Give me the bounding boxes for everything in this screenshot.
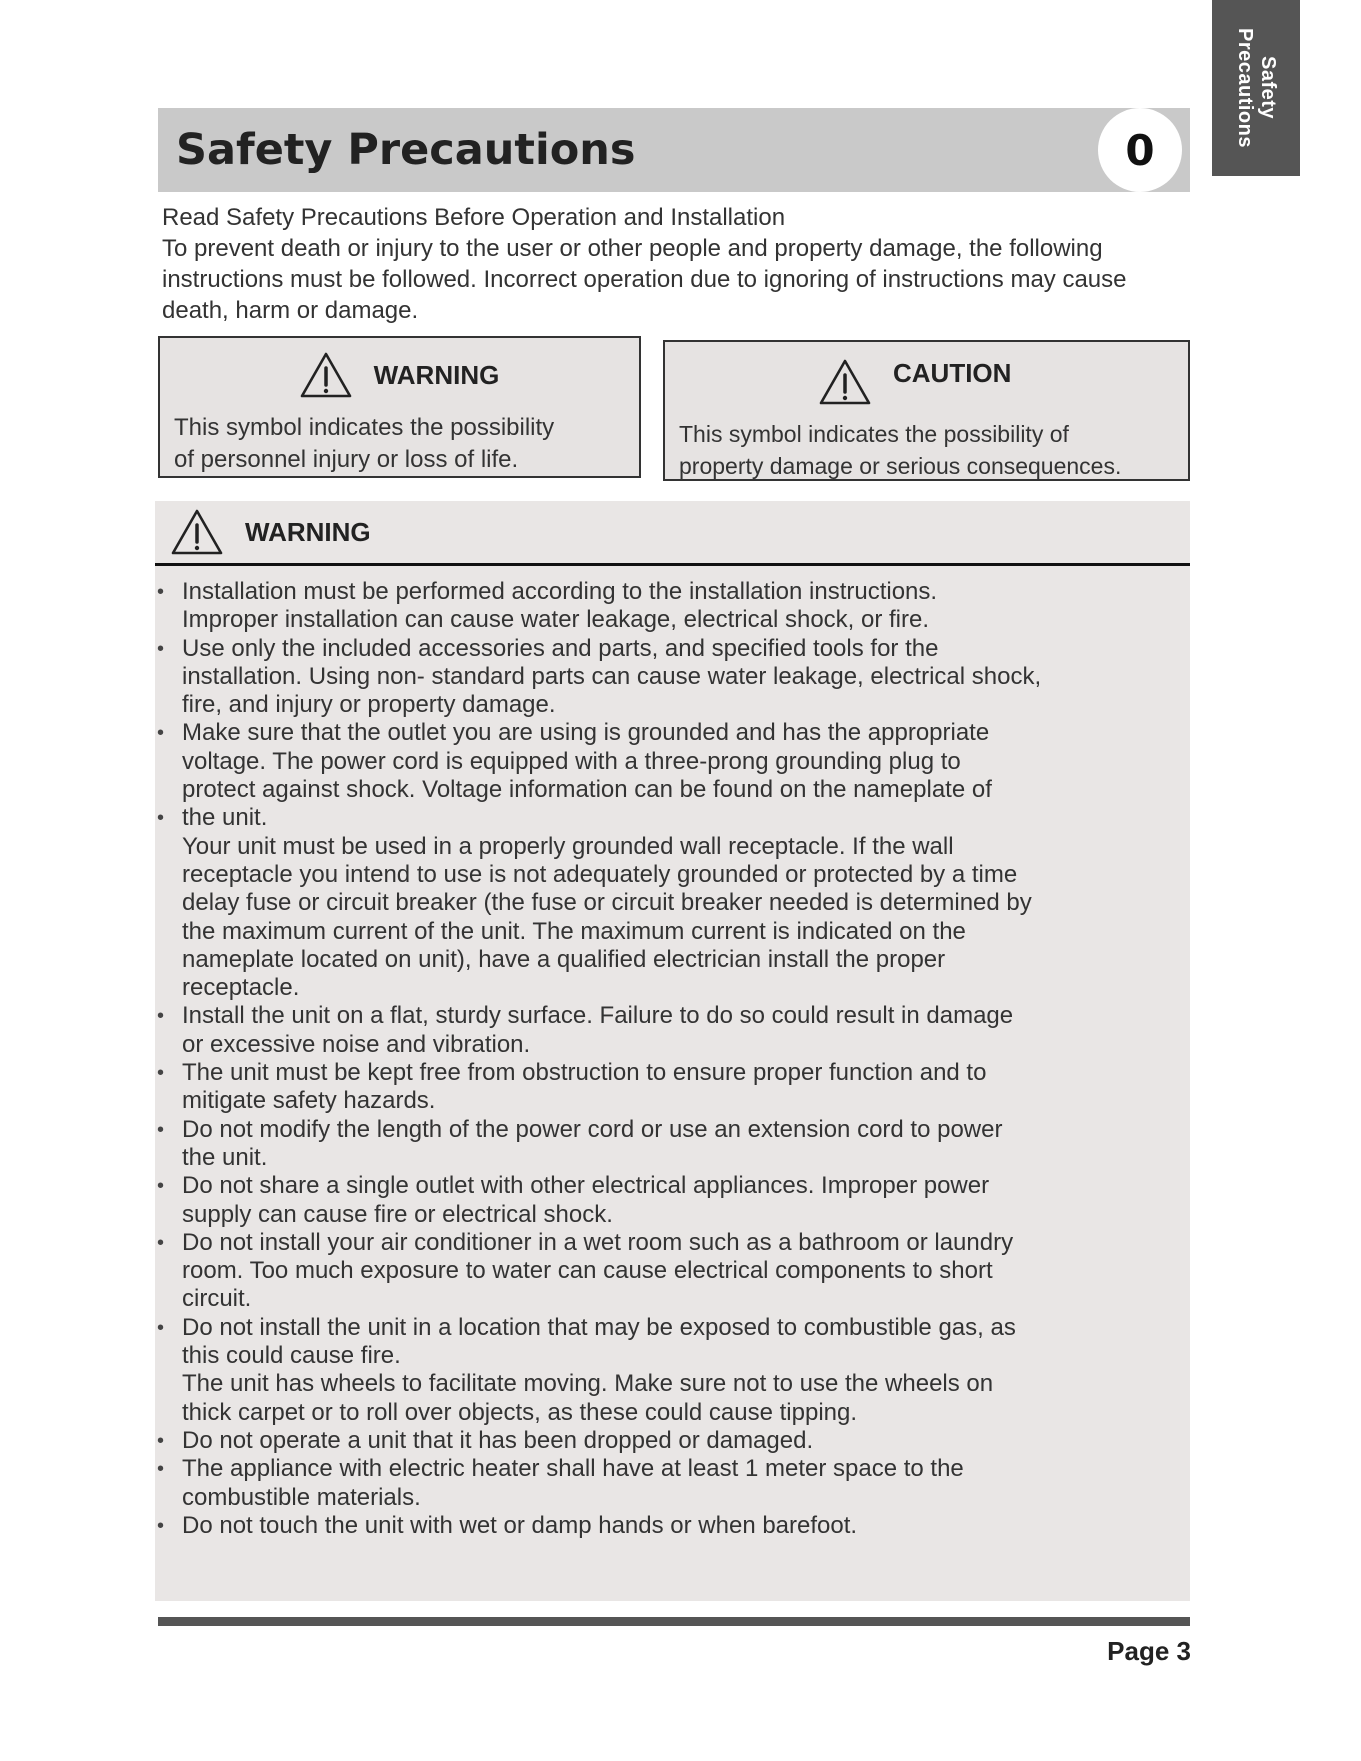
warning-triangle-icon <box>819 358 871 406</box>
list-item: • Install the unit on a flat, sturdy surface. Failure to do so could result in damage <box>155 1002 1190 1030</box>
list-item: • The unit must be kept free from obstruction to ensure proper function and to <box>155 1059 1190 1087</box>
side-tab-label <box>1233 28 1279 148</box>
list-item: • Use only the included accessories and parts, and specified tools for the <box>155 635 1190 663</box>
warning-triangle-icon <box>171 508 223 556</box>
warning-panel-header <box>155 501 1190 563</box>
list-item: fire, and injury or property damage. <box>182 691 556 719</box>
list-item: • Do not install the unit in a location that may be exposed to combustible gas, as <box>155 1314 1190 1342</box>
list-item: • Make sure that the outlet you are using is grounded and has the appropriate <box>155 719 1190 747</box>
list-item: thick carpet or to roll over objects, as these could cause tipping. <box>182 1398 858 1426</box>
list-item: • Do not touch the unit with wet or damp hands or when barefoot. <box>155 1512 1190 1540</box>
caution-legend-box <box>663 340 1190 481</box>
list-item: The unit has wheels to facilitate moving. Make sure not to use the wheels on <box>182 1370 994 1398</box>
list-item: • The appliance with electric heater shall have at least 1 meter space to the <box>155 1455 1190 1483</box>
list-item: • Do not modify the length of the power cord or use an extension cord to power <box>155 1116 1190 1144</box>
list-item: this could cause fire. <box>182 1342 401 1370</box>
warning-list <box>155 566 1190 1540</box>
caution-legend-line1: This symbol indicates the possibility of <box>679 421 1069 447</box>
page-title: Safety Precautions <box>176 125 636 175</box>
list-item: or excessive noise and vibration. <box>182 1030 531 1058</box>
list-item: protect against shock. Voltage information can be found on the nameplate of <box>182 776 992 804</box>
intro-heading: Read Safety Precautions Before Operation and Installation <box>162 204 786 231</box>
list-item: the unit. <box>182 1143 268 1171</box>
header-bar <box>158 108 1190 192</box>
list-item: • Installation must be performed according to the installation instructions. <box>155 578 1190 606</box>
footer-rule <box>158 1617 1190 1626</box>
list-item: • Do not share a single outlet with other electrical appliances. Improper power <box>155 1172 1190 1200</box>
list-item: mitigate safety hazards. <box>182 1087 436 1115</box>
caution-legend-label: CAUTION <box>893 358 1012 388</box>
list-item: • Do not operate a unit that it has been dropped or damaged. <box>155 1427 1190 1455</box>
list-item: Your unit must be used in a properly grounded wall receptacle. If the wall <box>182 832 954 860</box>
side-section-tab <box>1212 0 1300 176</box>
list-item: installation. Using non- standard parts can cause water leakage, electrical shock, <box>182 662 1042 690</box>
warning-triangle-icon <box>300 351 352 399</box>
list-item: • Do not install your air conditioner in a wet room such as a bathroom or laundry <box>155 1229 1190 1257</box>
page-number: Page 3 <box>1107 1636 1191 1666</box>
warning-legend-label: WARNING <box>373 359 500 390</box>
section-badge: 0 <box>1098 108 1182 192</box>
list-item: delay fuse or circuit breaker (the fuse or circuit breaker needed is determined by <box>182 889 1032 917</box>
side-tab-line2: Precautions <box>1234 28 1256 148</box>
caution-legend-line2: property damage or serious consequences. <box>679 453 1122 479</box>
warning-legend-header <box>174 338 625 412</box>
intro-text <box>162 202 1192 326</box>
list-item: receptacle. <box>182 974 300 1002</box>
list-item: voltage. The power cord is equipped with a three-prong grounding plug to <box>182 747 961 775</box>
list-item: supply can cause fire or electrical shock. <box>182 1200 613 1228</box>
list-item: receptacle you intend to use is not adequately grounded or protected by a time <box>182 860 1018 888</box>
list-item: combustible materials. <box>182 1483 421 1511</box>
warning-panel <box>155 501 1190 1601</box>
warning-legend-line1: This symbol indicates the possibility <box>174 414 555 441</box>
warning-legend-box <box>158 336 641 478</box>
list-item: circuit. <box>182 1285 252 1313</box>
warning-panel-title: WARNING <box>245 516 371 547</box>
list-item: • the unit. <box>155 804 1190 832</box>
intro-body: To prevent death or injury to the user or other people and property damage, the following instructions must be followed. Incorrect operation due to ignoring of instructions may cause death, harm or damage. <box>162 235 1127 324</box>
list-item: nameplate located on unit), have a qualified electrician install the proper <box>182 945 946 973</box>
warning-legend-line2: of personnel injury or loss of life. <box>174 446 519 473</box>
list-item: Improper installation can cause water leakage, electrical shock, or fire. <box>182 606 930 634</box>
list-item: room. Too much exposure to water can cause electrical components to short <box>182 1257 993 1285</box>
side-tab-line1: Safety <box>1257 56 1279 120</box>
list-item: the maximum current of the unit. The maximum current is indicated on the <box>182 917 966 945</box>
caution-legend-header <box>679 342 1174 418</box>
